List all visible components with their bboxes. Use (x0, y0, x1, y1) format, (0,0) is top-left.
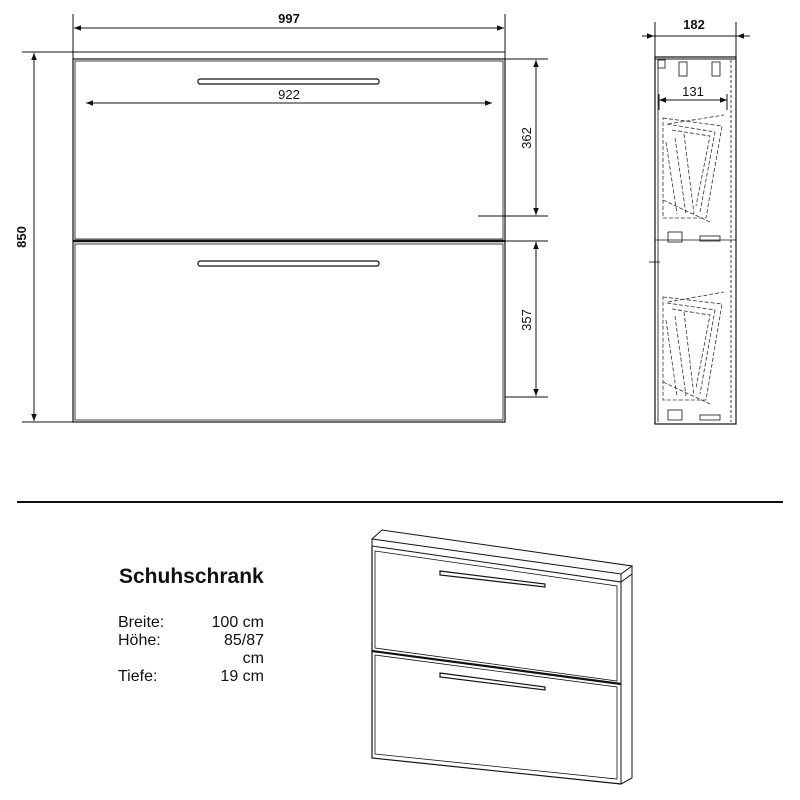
spec-row-height (118, 632, 264, 668)
lower-flap (75, 244, 503, 420)
spec-value: 100 cm (211, 614, 264, 631)
side-outline (655, 57, 736, 424)
depth-label: 182 (683, 17, 705, 32)
lower-handle (198, 261, 379, 266)
width-label: 997 (278, 11, 300, 26)
drawer-width-label: 922 (278, 87, 300, 102)
front-dimensions (22, 14, 548, 422)
front-view (73, 52, 505, 422)
lower-tilt-mechanism (663, 292, 724, 404)
side-view (649, 57, 736, 424)
product-title: Schuhschrank (119, 565, 264, 588)
spec-value: 85/87 cm (223, 632, 264, 667)
upper-tilt-mechanism (663, 115, 724, 222)
spec-value: 19 cm (220, 668, 264, 685)
upper-handle (198, 79, 379, 84)
inner-depth-label: 131 (682, 84, 704, 99)
spec-label: Breite: (118, 614, 165, 631)
perspective-view (372, 530, 632, 784)
spec-label: Höhe: (118, 632, 161, 649)
upper-flap-label: 362 (519, 127, 534, 149)
spec-row-width (118, 614, 264, 632)
top-plate (73, 52, 505, 59)
spec-label: Tiefe: (118, 668, 158, 685)
lower-flap-label: 357 (519, 309, 534, 331)
height-label: 850 (14, 226, 29, 248)
spec-list (118, 614, 264, 686)
spec-row-depth (118, 668, 264, 686)
